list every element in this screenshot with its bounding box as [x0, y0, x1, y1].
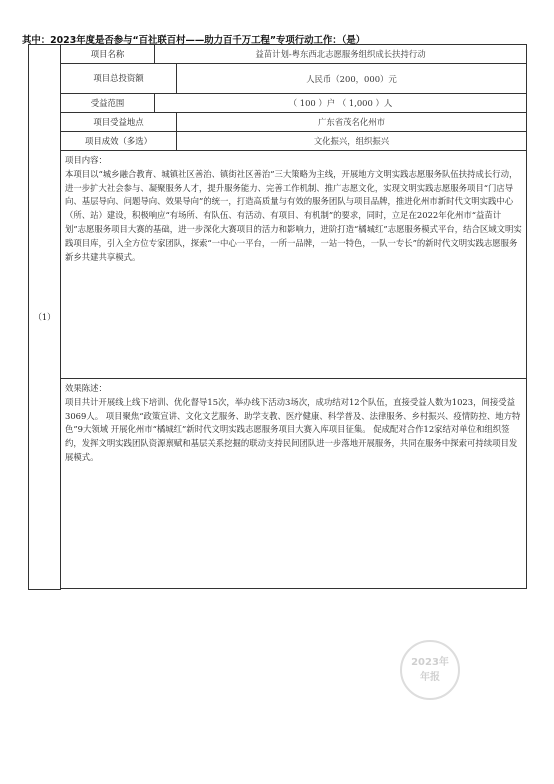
watermark-year: 2023年 [411, 657, 449, 668]
outcome-value: 文化振兴，组织振兴 [177, 132, 527, 151]
beneficiary-location-label: 项目受益地点 [61, 113, 177, 132]
project-content-text: 本项目以“城乡融合教育、城镇社区善治、镇街社区善治”三大策略为主线，开展地方文明实践志愿服务队伍扶持成长行动，进一步扩大社会参与、凝聚服务人才，提升服务能力、完善工作机制、推广志愿文化，实现文明实践志愿服务项目“门店导向、基层导向、问题导向、效果导向”的统一，打造高质量与有效的服务团队与项目品牌，推进化州市新时代文明实践中心（所、站）建设，积极响应“有场所、有队伍、有活动、有项目、有机制”的要求，同时，立足在2022年化州市“益苗计划”志愿服务项目大赛的基础，进一步深化大赛项目的活力和影响力，进阶打造“橘城红”志愿服务模式平台，结合区域文明实践项目库，引入全方位专家团队，探索“一中心一平台，一所一品牌，一站一特色，一队一专长”的新时代文明实践志愿服务新乡共建共享模式。 [65, 168, 522, 262]
page-header: 其中：2023年度是否参与“百社联百村——助力百千万工程”专项行动工作：（是） [22, 35, 366, 46]
row-outcome [29, 132, 527, 151]
row-project-name [29, 45, 527, 64]
row-effect [29, 379, 527, 589]
project-form-table [28, 44, 527, 590]
effect-cell [61, 379, 527, 589]
investment-value: 人民币（200，000）元 [177, 64, 527, 94]
project-name-value: 益苗计划-粤东西北志愿服务组织成长扶持行动 [155, 45, 527, 64]
watermark-label: 年报 [420, 672, 440, 683]
item-number: （1） [29, 45, 61, 590]
row-beneficiary-scope [29, 94, 527, 113]
row-beneficiary-location [29, 113, 527, 132]
project-content-cell [61, 151, 527, 379]
outcome-label: 项目成效（多选） [61, 132, 177, 151]
effect-text: 项目共计开展线上线下培训、优化督导15次，举办线下活动3场次，成功结对12个队伍，直接受益人数为1023，间接受益3069人。 项目聚焦“政策宣讲、文化文艺服务、助学支教、医疗健康、科学普及、法律服务、乡村振兴、疫情防控、地方特色”9大领域 开展化州市“橘城红”新时代文明实践志愿服务项目大赛入库项目征集。 促成配对合作12家结对单位和组织签约，发挥文明实践团队资源禀赋和基层关系挖掘的联动支持民间团队进一步落地开展服务，共同在服务中探索可持续项目发展模式。 [65, 396, 521, 462]
row-investment [29, 64, 527, 94]
beneficiary-scope-value: （ 100 ）户 （ 1,000 ）人 [155, 94, 527, 113]
beneficiary-scope-label: 受益范围 [61, 94, 155, 113]
project-name-label: 项目名称 [61, 45, 155, 64]
annual-report-watermark [400, 640, 460, 700]
effect-title: 效果陈述： [65, 383, 107, 393]
investment-label: 项目总投资额 [61, 64, 177, 94]
project-content-title: 项目内容： [65, 155, 107, 165]
beneficiary-location-value: 广东省茂名化州市 [177, 113, 527, 132]
row-content [29, 151, 527, 379]
